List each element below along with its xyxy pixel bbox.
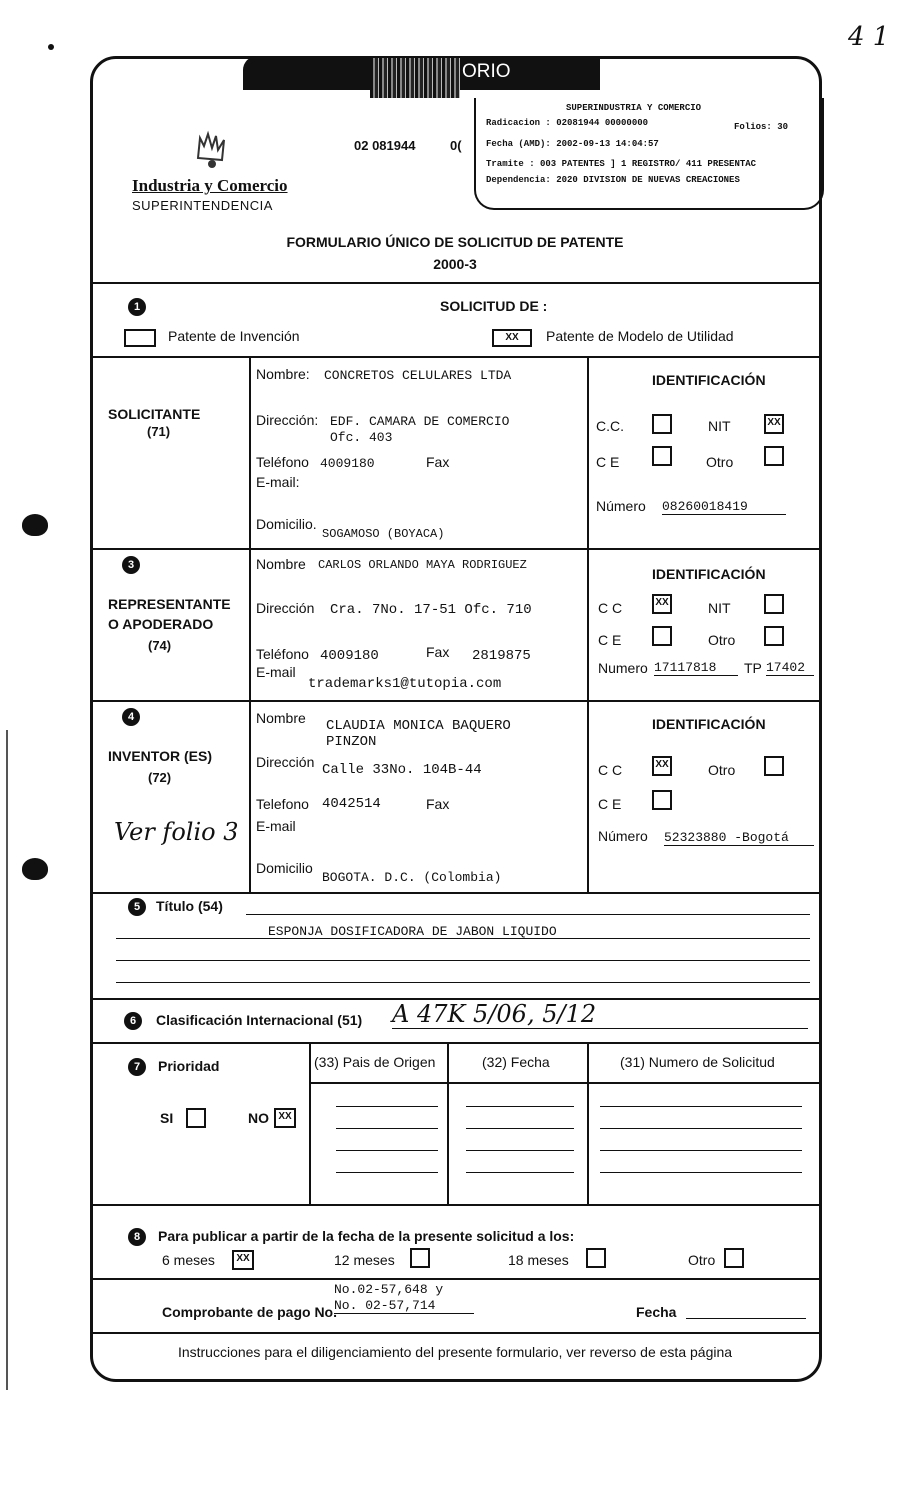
- column-header: (32) Fecha: [482, 1054, 550, 1070]
- coat-of-arms-logo: [190, 128, 234, 172]
- label: E-mail: [256, 818, 296, 834]
- divider: [90, 1204, 822, 1206]
- file-number: 02 081944: [354, 138, 416, 153]
- classification-label: Clasificación Internacional (51): [156, 1012, 363, 1028]
- cc-checkbox[interactable]: XX: [652, 756, 672, 776]
- logo-name: Industria y Comercio: [132, 176, 288, 195]
- date-line: [686, 1318, 806, 1319]
- utility-checkbox[interactable]: XX: [492, 329, 532, 347]
- label: C C: [598, 600, 623, 616]
- section-number: 6: [124, 1012, 142, 1030]
- inventor-name: CLAUDIA MONICA BAQUERO: [326, 718, 511, 734]
- inventor-code: (72): [148, 770, 172, 785]
- file-suffix: 0(: [450, 138, 462, 153]
- representative-fax: 2819875: [472, 648, 531, 664]
- label: NO: [248, 1110, 269, 1126]
- label: E-mail:: [256, 474, 300, 490]
- other-checkbox[interactable]: [764, 446, 784, 466]
- logo-subtitle: SUPERINTENDENCIA: [132, 198, 273, 213]
- representative-address: Cra. 7No. 17-51 Ofc. 710: [330, 602, 532, 618]
- stamp-line: Fecha (AMD): 2002-09-13 14:04:57: [486, 139, 659, 149]
- inventor-phone: 4042514: [322, 796, 381, 812]
- cc-checkbox[interactable]: [652, 414, 672, 434]
- label: Otro: [708, 762, 736, 778]
- date-label: Fecha: [636, 1304, 677, 1320]
- other-period-checkbox[interactable]: [724, 1248, 744, 1268]
- divider: [90, 282, 822, 284]
- applicant-code: (71): [147, 424, 171, 439]
- label: 18 meses: [508, 1252, 569, 1268]
- applicant-name: CONCRETOS CELULARES LTDA: [324, 368, 512, 383]
- column-divider: [309, 1042, 311, 1204]
- stamp-folios: Folios: 30: [734, 122, 789, 132]
- twelve-months-checkbox[interactable]: [410, 1248, 430, 1268]
- title-label: Título (54): [156, 898, 223, 914]
- label: 6 meses: [162, 1252, 215, 1268]
- section-number: 3: [122, 556, 140, 574]
- blank-line: [246, 914, 810, 915]
- ce-checkbox[interactable]: [652, 626, 672, 646]
- id-title: IDENTIFICACIÓN: [652, 716, 766, 732]
- label: Otro: [706, 454, 734, 470]
- form-code: 2000-3: [433, 256, 477, 272]
- nit-checkbox[interactable]: XX: [764, 414, 784, 434]
- applicant-id-number: 08260018419: [662, 499, 786, 515]
- divider: [90, 548, 822, 550]
- applicant-phone: 4009180: [320, 456, 375, 471]
- priority-yes-checkbox[interactable]: [186, 1108, 206, 1128]
- applicant-domicile: SOGAMOSO (BOYACA): [322, 527, 445, 541]
- column-divider: [587, 356, 589, 892]
- applicant-address-2: Ofc. 403: [330, 430, 393, 445]
- publication-title: Para publicar a partir de la fecha de la presente solicitud a los:: [158, 1228, 575, 1244]
- label: Fax: [426, 644, 450, 660]
- label: Número: [596, 498, 646, 514]
- blank-line: [336, 1128, 438, 1129]
- priority-label: Prioridad: [158, 1058, 220, 1074]
- label: Nombre:: [256, 366, 310, 382]
- column-header: (33) Pais de Origen: [314, 1054, 436, 1070]
- filing-stamp: [474, 98, 824, 210]
- label: Dirección: [256, 754, 315, 770]
- label: NIT: [708, 418, 731, 434]
- utility-label: Patente de Modelo de Utilidad: [546, 328, 734, 344]
- label: C E: [598, 796, 622, 812]
- header-banner-text: ORIO: [462, 61, 511, 82]
- blank-line: [336, 1106, 438, 1107]
- label: Dirección:: [256, 412, 319, 428]
- blank-line: [466, 1150, 574, 1151]
- label: Fax: [426, 796, 450, 812]
- column-header: (31) Numero de Solicitud: [620, 1054, 775, 1070]
- divider: [90, 700, 822, 702]
- stamp-line: Radicacion : 02081944 00000000: [486, 118, 649, 128]
- inventor-name-2: PINZON: [326, 734, 377, 750]
- payment-number-2: No. 02-57,714: [334, 1298, 474, 1314]
- label: Fax: [426, 454, 450, 470]
- label: Telefono: [256, 796, 309, 812]
- barcode: [370, 58, 460, 98]
- column-divider: [447, 1042, 449, 1204]
- label: Teléfono: [256, 646, 309, 662]
- label: C E: [598, 632, 622, 648]
- blank-line: [116, 938, 810, 939]
- column-divider: [249, 356, 251, 892]
- representative-email: trademarks1@tutopia.com: [308, 676, 502, 692]
- payment-number: No.02-57,648 y: [334, 1282, 444, 1297]
- section-number: 7: [128, 1058, 146, 1076]
- label: C E: [596, 454, 620, 470]
- payment-label: Comprobante de pago No.: [162, 1304, 337, 1320]
- stamp-line: SUPERINDUSTRIA Y COMERCIO: [566, 103, 702, 113]
- eighteen-months-checkbox[interactable]: [586, 1248, 606, 1268]
- inventor-domicile: BOGOTA. D.C. (Colombia): [322, 870, 502, 885]
- blank-line: [600, 1150, 802, 1151]
- handwritten-note: Ver folio 3: [114, 818, 239, 846]
- id-title: IDENTIFICACIÓN: [652, 372, 766, 388]
- classification-value: A 47K 5/06, 5/12: [392, 1000, 808, 1029]
- priority-no-checkbox[interactable]: XX: [274, 1108, 296, 1128]
- label: E-mail: [256, 664, 296, 680]
- blank-line: [466, 1106, 574, 1107]
- blank-line: [600, 1128, 802, 1129]
- blank-line: [466, 1172, 574, 1173]
- label: C C: [598, 762, 623, 778]
- inventor-label: INVENTOR (ES): [108, 748, 212, 764]
- section-number: 4: [122, 708, 140, 726]
- label: Otro: [708, 632, 736, 648]
- label: SI: [160, 1110, 174, 1126]
- label: C.C.: [596, 418, 624, 434]
- divider: [90, 892, 822, 894]
- representative-label: REPRESENTANTE: [108, 596, 231, 612]
- label: Domicilio: [256, 860, 313, 876]
- representative-phone: 4009180: [320, 648, 379, 664]
- blank-line: [466, 1128, 574, 1129]
- ce-checkbox[interactable]: [652, 446, 672, 466]
- stamp-line: Dependencia: 2020 DIVISION DE NUEVAS CREACIONES: [486, 175, 740, 185]
- id-title: IDENTIFICACIÓN: [652, 566, 766, 582]
- invention-checkbox[interactable]: [124, 329, 156, 347]
- divider: [90, 356, 822, 358]
- divider: [90, 1042, 822, 1044]
- footer-instructions: Instrucciones para el diligenciamiento del presente formulario, ver reverso de esta página: [177, 1344, 733, 1360]
- blank-line: [600, 1106, 802, 1107]
- label: Nombre: [256, 556, 306, 572]
- invention-title: ESPONJA DOSIFICADORA DE JABON LIQUIDO: [268, 924, 557, 939]
- label: Teléfono: [256, 454, 309, 470]
- form-title: FORMULARIO ÚNICO DE SOLICITUD DE PATENTE: [286, 234, 624, 250]
- label: TP: [744, 660, 762, 676]
- punch-hole: [22, 858, 48, 880]
- other-checkbox[interactable]: [764, 626, 784, 646]
- divider: [309, 1082, 822, 1084]
- corner-handwritten-mark: 4 1: [848, 22, 890, 52]
- blank-line: [116, 982, 810, 983]
- representative-label-2: O APODERADO: [108, 616, 214, 632]
- punch-hole: [22, 514, 48, 536]
- representative-tp: 17402: [766, 660, 814, 676]
- inventor-id-number: 52323880 -Bogotá: [664, 830, 814, 846]
- blank-line: [336, 1150, 438, 1151]
- ce-checkbox[interactable]: [652, 790, 672, 810]
- blank-line: [600, 1172, 802, 1173]
- section-number: 1: [128, 298, 146, 316]
- section-title: SOLICITUD DE :: [440, 298, 548, 314]
- representative-id-number: 17117818: [654, 660, 738, 676]
- representative-code: (74): [148, 638, 172, 653]
- scan-dot: [48, 44, 54, 50]
- other-checkbox[interactable]: [764, 756, 784, 776]
- applicant-address: EDF. CAMARA DE COMERCIO: [330, 414, 510, 429]
- section-number: 5: [128, 898, 146, 916]
- invention-label: Patente de Invención: [168, 328, 300, 344]
- nit-checkbox[interactable]: [764, 594, 784, 614]
- label: Numero: [598, 660, 648, 676]
- blank-line: [336, 1172, 438, 1173]
- label: Otro: [688, 1252, 716, 1268]
- representative-name: CARLOS ORLANDO MAYA RODRIGUEZ: [318, 558, 527, 572]
- label: Nombre: [256, 710, 306, 726]
- label: 12 meses: [334, 1252, 395, 1268]
- label: Número: [598, 828, 648, 844]
- label: Dirección: [256, 600, 315, 616]
- divider: [90, 1278, 822, 1280]
- stamp-line: Tramite : 003 PATENTES ] 1 REGISTRO/ 411 PRESENTAC: [486, 159, 757, 169]
- label: NIT: [708, 600, 731, 616]
- divider: [90, 1332, 822, 1334]
- label: Domicilio.: [256, 516, 317, 532]
- scan-edge: [6, 730, 8, 1390]
- blank-line: [116, 960, 810, 961]
- section-number: 8: [128, 1228, 146, 1246]
- column-divider: [587, 1042, 589, 1204]
- inventor-address: Calle 33No. 104B-44: [322, 762, 482, 778]
- applicant-label: SOLICITANTE: [108, 406, 201, 422]
- six-months-checkbox[interactable]: XX: [232, 1250, 254, 1270]
- cc-checkbox[interactable]: XX: [652, 594, 672, 614]
